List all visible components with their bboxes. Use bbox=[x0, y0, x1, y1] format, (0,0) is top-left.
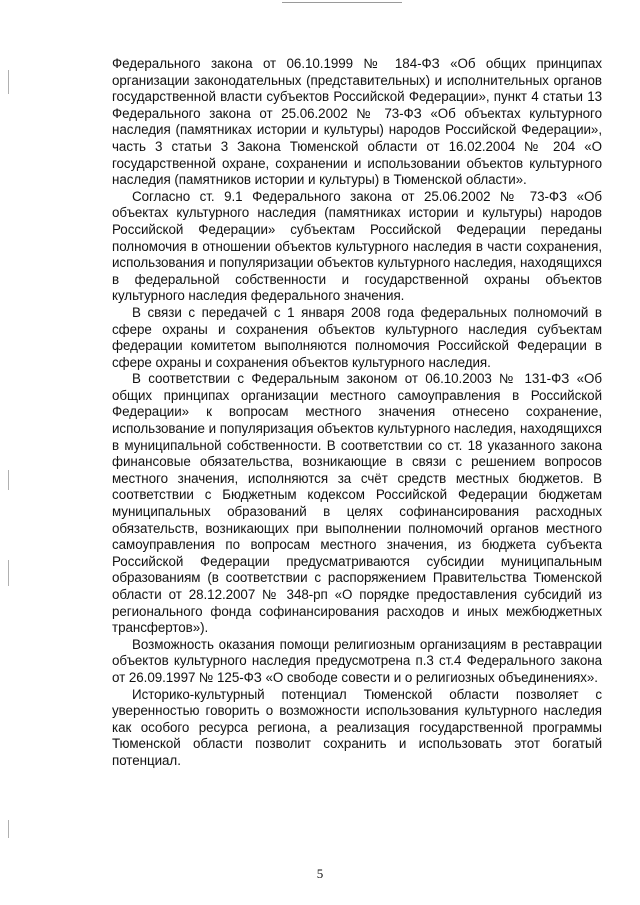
page-number: 5 bbox=[316, 866, 324, 881]
paragraph: В связи с передачей с 1 января 2008 года федеральных полномочий в сфере охраны и сохранения объектов культурного наследия субъектам федерации комитетом выполняются полномочия Российской Федерации в сфере охраны и сохранения объектов культурного наследия. bbox=[112, 304, 602, 370]
paragraph: В соответствии с Федеральным законом от 06.10.2003 № 131-ФЗ «Об общих принципах организации местного самоуправления в Российской Федерации» к вопросам местного значения отнесено сохранение, использование и популяризация объектов культурного наследия, находящихся в муниципальной собственности. В соответствии со ст. 18 указанного закона финансовые обязательства, возникающие в связи с решением вопросов местного значения, исполняются за счёт средств местных бюджетов. В соответствии с Бюджетным кодексом Российской Федерации бюджетам муниципальных образований в целях софинансирования расходных обязательств, возникающих при выполнении полномочий органов местного самоуправления по вопросам местного значения, из бюджета субъекта Российской Федерации предусматриваются субсидии муниципальным образованиям (в соответствии с распоряжением Правительства Тюменской области от 28.12.2007 № 348-рп «О порядке предоставления субсидий из регионального фонда софинансирования расходов и иных межбюджетных трансфертов»). bbox=[112, 371, 602, 636]
document-body bbox=[112, 56, 602, 770]
paragraph: Согласно ст. 9.1 Федерального закона от 25.06.2002 № 73-ФЗ «Об объектах культурного наследия (памятниках истории и культуры) народов Российской Федерации» субъектам Российской Федерации переданы полномочия в отношении объектов культурного наследия в части сохранения, использования и популяризации объектов культурного наследия, находящихся в федеральной собственности и государственной охраны объектов культурного наследия федерального значения. bbox=[112, 188, 602, 304]
paragraph-continuation: Федерального закона от 06.10.1999 № 184-ФЗ «Об общих принципах организации законодательных (представительных) и исполнительных органов государственной власти субъектов Российской Федерации», пункт 4 статьи 13 Федерального закона от 25.06.2002 № 73-ФЗ «Об объектах культурного наследия (памятниках истории и культуры) народов Российской Федерации», часть 3 статьи 3 Закона Тюменской области от 16.02.2004 № 204 «О государственной охране, сохранении и использовании объектов культурного наследия (памятников истории и культуры) в Тюменской области». bbox=[112, 56, 602, 188]
scan-edge-mark bbox=[8, 820, 9, 838]
top-rule bbox=[282, 2, 402, 3]
paragraph: Возможность оказания помощи религиозным организациям в реставрации объектов культурного наследия предусмотрена п.3 ст.4 Федерального закона от 26.09.1997 № 125-ФЗ «О свободе совести и о религиозных объединениях». bbox=[112, 636, 602, 685]
scan-edge-mark bbox=[8, 70, 9, 94]
paragraph: Историко-культурный потенциал Тюменской области позволяет с уверенностью говорить о возможности использования культурного наследия как особого ресурса региона, а реализация государственной программы Тюменской области позволит сохранить и использовать этот богатый потенциал. bbox=[112, 686, 602, 768]
scan-edge-mark bbox=[8, 470, 9, 490]
scan-edge-mark bbox=[8, 560, 9, 586]
